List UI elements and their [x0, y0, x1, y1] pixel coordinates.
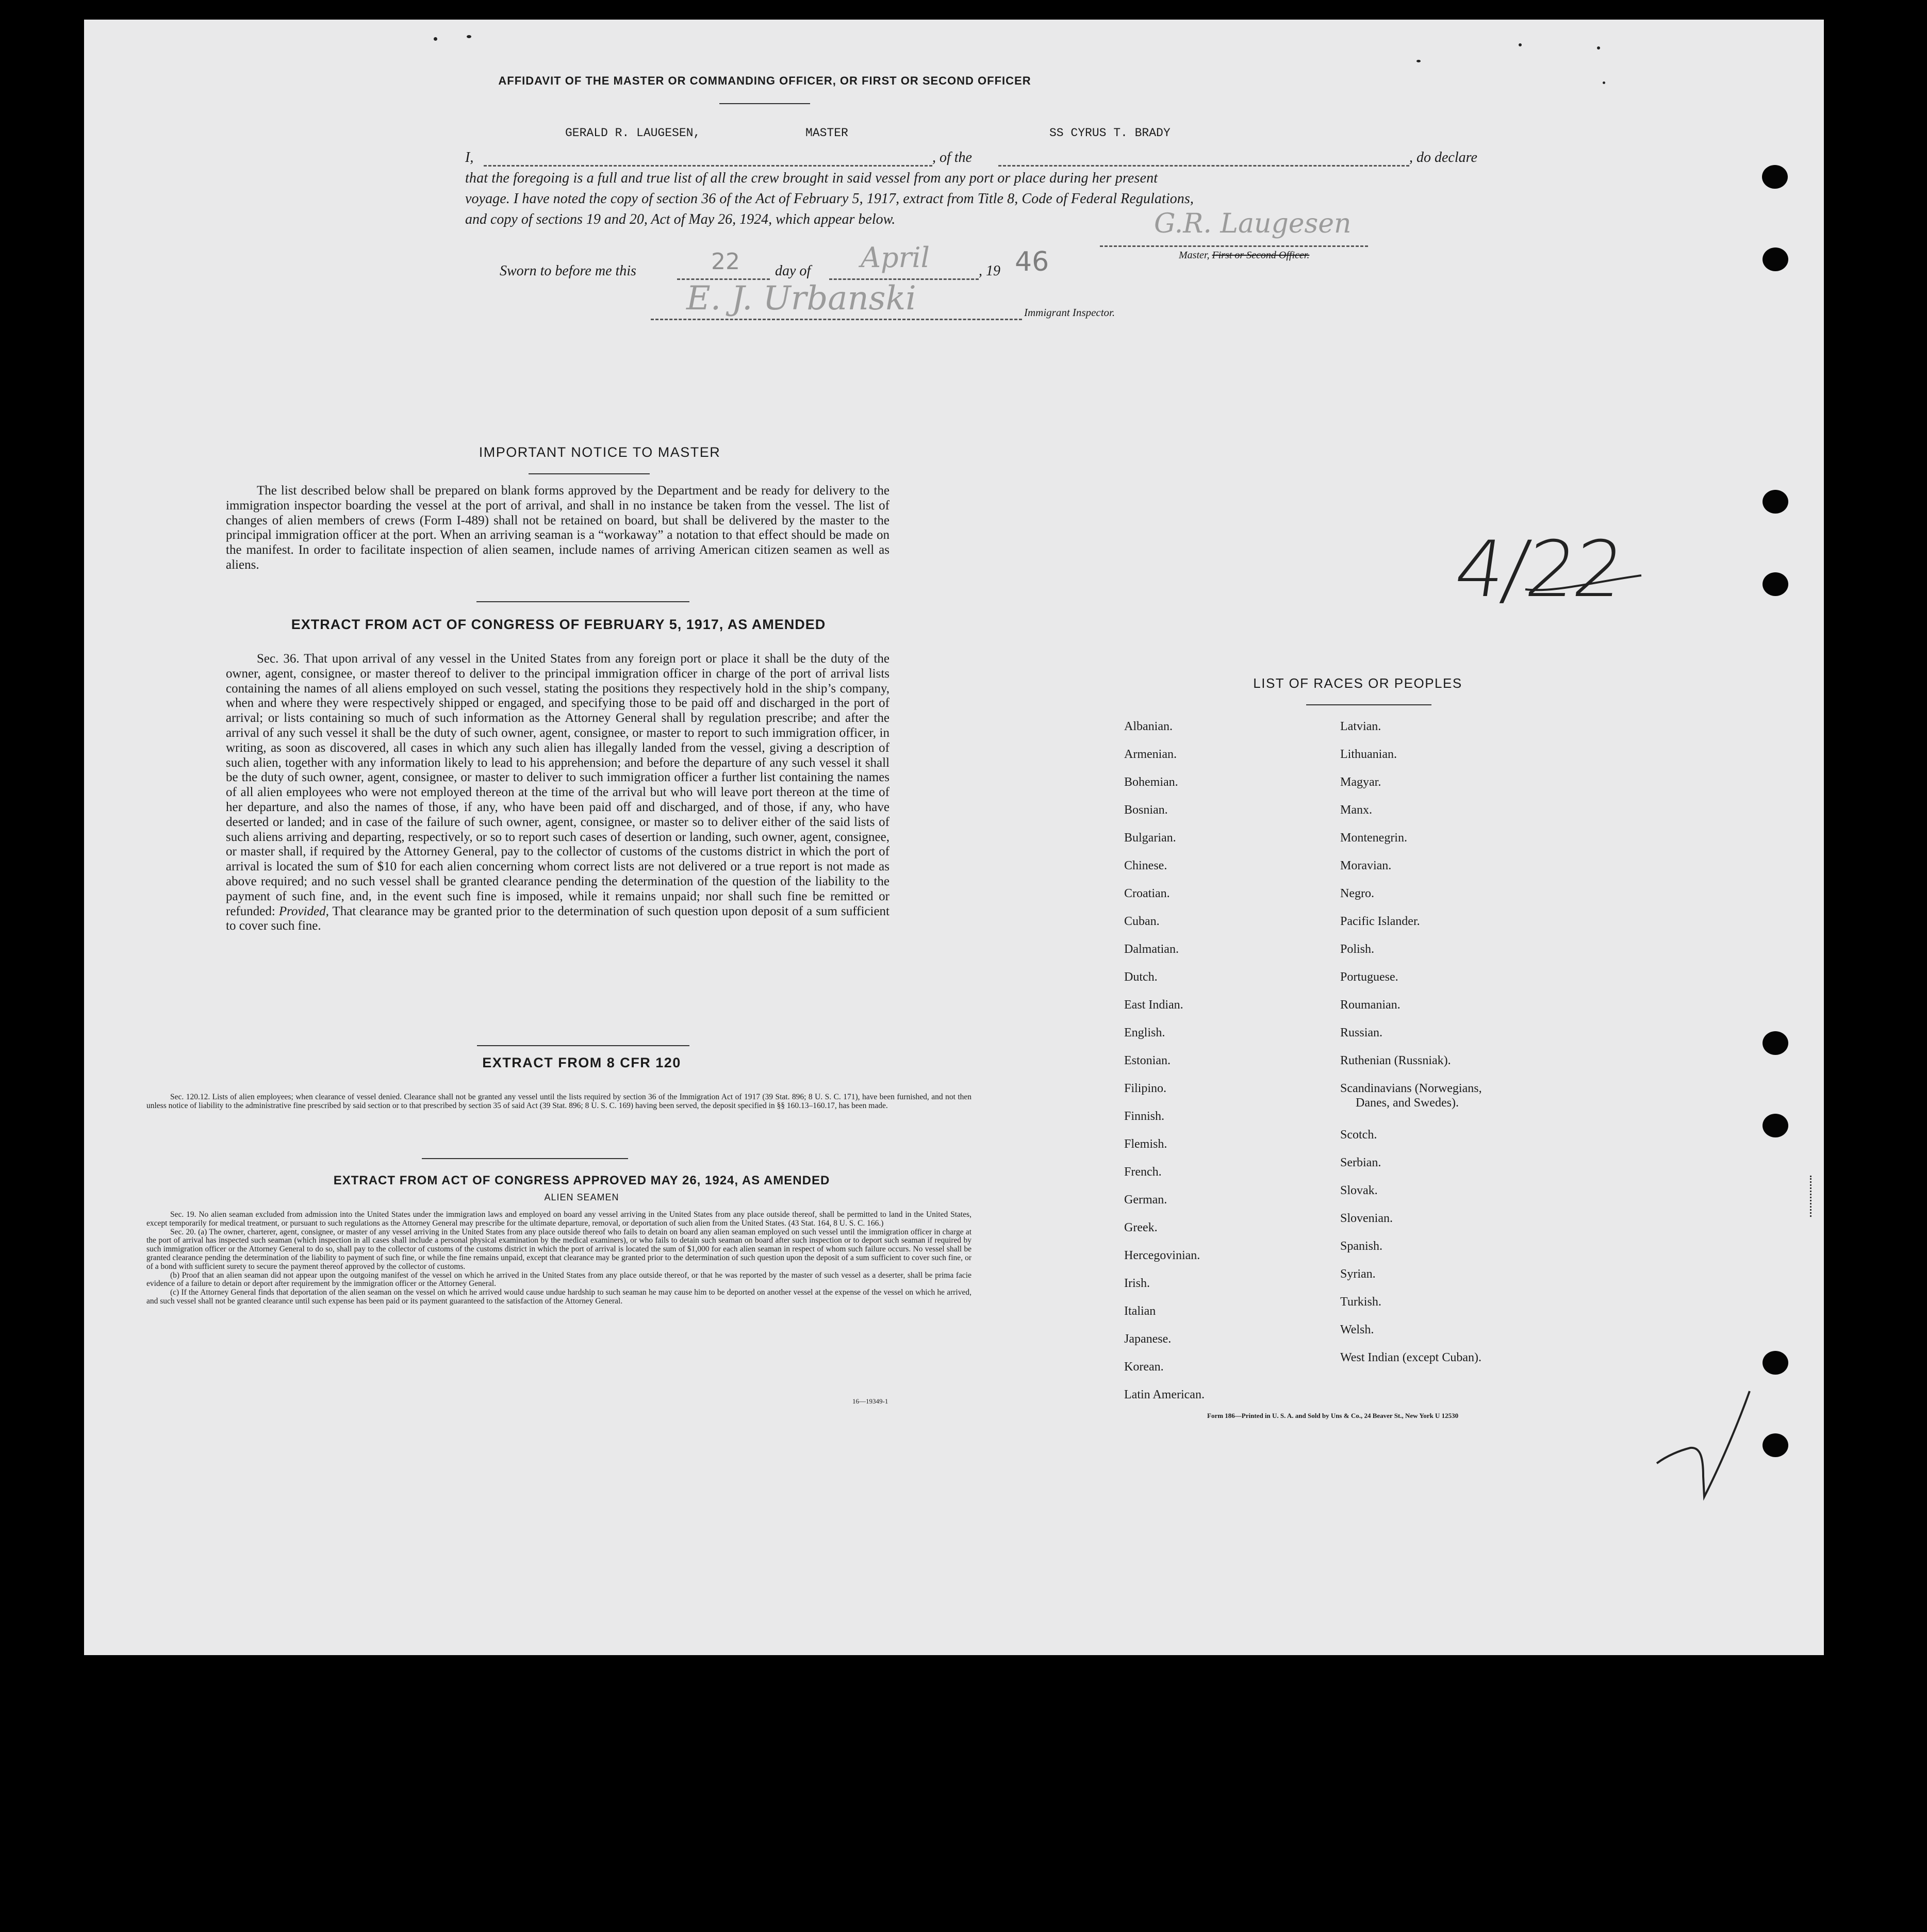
speck-mark: [1417, 60, 1421, 62]
race-item: Dalmatian.: [1124, 943, 1179, 956]
divider: [422, 1158, 628, 1159]
struck-caption: First or Second Officer.: [1212, 250, 1310, 261]
extract-1917-title: EXTRACT FROM ACT OF CONGRESS OF FEBRUARY 5, 1917, AS AMENDED: [291, 617, 826, 632]
race-item: Croatian.: [1124, 887, 1170, 900]
race-item: Latin American.: [1124, 1388, 1205, 1401]
officer-rank: MASTER: [805, 126, 848, 140]
sec20b-paragraph: (b) Proof that an alien seaman did not appear upon the outgoing manifest of the vessel on which he arrived in the United States from any place outside thereof, or that he was reported by the master of such vessel as a deserter, shall be prima facie evidence of a failure to detain or deport after requirement by the immigration officer or the Attorney General.: [146, 1270, 971, 1289]
race-item: Manx.: [1340, 803, 1372, 817]
race-item: Spanish.: [1340, 1240, 1383, 1253]
sec19-paragraph: Sec. 19. No alien seaman excluded from admission into the United States under the immigration laws and employed on board any vessel arriving in the United States from any place outside thereof, shall be permitted to land in the United States, except temporarily for medical treatment, or pursuant to such regulations as the Attorney General may prescribe for the ultimate departure, removal, or deportation of such alien from the United States. (43 Stat. 164, 8 U. S. C. 166.): [146, 1210, 971, 1228]
punch-hole-mark: [1763, 572, 1788, 596]
inspector-caption: Immigrant Inspector.: [1024, 306, 1115, 319]
sec20c-paragraph: (c) If the Attorney General finds that deportation of the alien seaman on the vessel on which he arrived would cause undue hardship to such seaman he may cause him to be deported on another vessel at the expense of the vessel on which he arrived, and such vessel shall not be granted clearance until such expense has been paid or its payment guaranteed to the satisfaction of the Attorney General.: [146, 1288, 971, 1306]
race-item: Scotch.: [1340, 1128, 1377, 1142]
race-item: Albanian.: [1124, 720, 1173, 733]
race-item: Chinese.: [1124, 859, 1167, 872]
race-item: East Indian.: [1124, 998, 1183, 1012]
cfr-paragraph: Sec. 120.12. Lists of alien employees; when clearance of vessel denied. Clearance shall not be granted any vessel until the lists required by section 36 of the Immigration Act of 1917 (39 Stat. 896; 8 U. S. C. 171), have been furnished, and not then unless notice of liability to the administrative fine prescribed by said section or to that prescribed by section 35 of said Act (39 Stat. 896; 8 U. S. C. 169) having been served, the deposit specified in §§ 160.13–160.17, has been made.: [146, 1093, 971, 1110]
punch-hole-mark: [1763, 247, 1788, 271]
race-item: Greek.: [1124, 1221, 1158, 1234]
race-item: Filipino.: [1124, 1082, 1167, 1095]
sworn-month: April: [861, 241, 930, 274]
race-item: Magyar.: [1340, 775, 1381, 789]
master-signature-line: [1100, 245, 1368, 247]
races-title: LIST OF RACES OR PEOPLES: [1253, 675, 1462, 691]
speck-mark: [434, 37, 437, 41]
extract-1924-subtitle: ALIEN SEAMEN: [544, 1192, 619, 1202]
race-item: Cuban.: [1124, 915, 1160, 928]
speck-mark: [1519, 43, 1522, 46]
pronoun-text: I,: [465, 150, 474, 166]
day-of-text: day of: [775, 263, 811, 279]
sec20a-paragraph: Sec. 20. (a) The owner, charterer, agent, consignee, or master of any vessel arriving in the United States from any place outside thereof who fails to detain on board any alien seaman employed on such vessel until the immigration officer in charge at the port of arrival has inspected such seaman (which inspection in all cases shall include a personal physical examination by the medical examiners), or who fails to detain such seaman on board after such inspection or to deport such seaman if required by such immigration officer or the Attorney General to do so, shall pay to the collector of customs of the customs district in which the port of arrival is located the sum of $1,000 for each alien seaman in respect of whom such failure occurs. No vessel shall be granted clearance pending the determination of the liability to payment of such fine, or while the fine remains unpaid, except that clearance may be granted prior to the determination of such question upon the deposit of a sum sufficient to cover such fine, or of a bond with sufficient surety to secure the payment thereof approved by the collector of customs.: [146, 1227, 971, 1271]
vessel-fill-line: [998, 165, 1409, 167]
race-item: West Indian (except Cuban).: [1340, 1351, 1481, 1364]
check-mark-icon: [1652, 1386, 1755, 1505]
provided-term: Provided,: [278, 904, 329, 918]
speck-mark: [1597, 46, 1600, 49]
divider: [477, 1045, 689, 1046]
punch-hole-mark: [1763, 490, 1788, 514]
divider: [1306, 704, 1431, 705]
declaration-line: and copy of sections 19 and 20, Act of May 26, 1924, which appear below.: [465, 211, 896, 227]
race-item: Welsh.: [1340, 1323, 1374, 1336]
extract-1924-body: [146, 1211, 971, 1306]
pen-stroke: [1523, 561, 1646, 597]
race-item: Hercegovinian.: [1124, 1249, 1200, 1262]
handwritten-date: 4/22: [1449, 525, 1628, 615]
speck-mark: [1603, 81, 1605, 84]
race-item: German.: [1124, 1193, 1167, 1207]
race-item: Serbian.: [1340, 1156, 1381, 1169]
punch-hole-mark: [1763, 1351, 1788, 1375]
inspector-signature: E. J. Urbanski: [686, 279, 916, 318]
document-page: [84, 20, 1824, 1655]
race-item: Irish.: [1124, 1277, 1150, 1290]
master-caption: Master,: [1179, 250, 1210, 261]
section-text: That clearance may be granted prior to the determination of such question upon deposit of a sum sufficient to cover such fine.: [226, 904, 890, 933]
vessel-name: SS CYRUS T. BRADY: [1049, 126, 1171, 140]
inspector-signature-line: [651, 319, 1022, 320]
footer-form: Form 186—Printed in U. S. A. and Sold by Uns & Co., 24 Beaver St., New York U 12530: [1207, 1412, 1459, 1419]
race-item: Italian: [1124, 1304, 1156, 1318]
race-item: English.: [1124, 1026, 1165, 1039]
divider: [529, 473, 650, 474]
race-item: Ruthenian (Russniak).: [1340, 1054, 1451, 1067]
of-the-text: , of the: [932, 150, 972, 166]
notice-title: IMPORTANT NOTICE TO MASTER: [479, 444, 721, 460]
race-item: Lithuanian.: [1340, 748, 1397, 761]
punch-hole-mark: [1763, 1031, 1788, 1055]
race-item: Estonian.: [1124, 1054, 1171, 1067]
race-item: Bulgarian.: [1124, 831, 1176, 845]
section-label: Sec. 36.: [257, 652, 300, 666]
race-item: Bosnian.: [1124, 803, 1168, 817]
notice-body: The list described below shall be prepared on blank forms approved by the Department and be ready for delivery to the immigration inspector boarding the vessel at the port of arrival, and shall in no instance be taken from the vessel. The list of changes of alien members of crews (Form I-489) shall not be retained on board, but shall be delivered by the master to the principal immigration officer at the port. When an arriving seaman is a “workaway” a notation to that effect should be made on the manifest. In order to facilitate inspection of alien seamen, include names of arriving American citizen seamen as well as aliens.: [226, 484, 890, 572]
race-item: Moravian.: [1340, 859, 1392, 872]
race-item: Turkish.: [1340, 1295, 1381, 1309]
declare-text: , do declare: [1409, 150, 1477, 166]
officer-name: GERALD R. LAUGESEN,: [565, 126, 701, 140]
extract-cfr-title: EXTRACT FROM 8 CFR 120: [482, 1055, 681, 1070]
race-item: Slovak.: [1340, 1184, 1378, 1197]
form-code: 16—19349-1: [852, 1397, 888, 1405]
race-item: Russian.: [1340, 1026, 1383, 1039]
extract-cfr-body: [146, 1093, 971, 1111]
race-item: French.: [1124, 1165, 1162, 1179]
punch-hole-mark: [1762, 165, 1788, 189]
race-item: Finnish.: [1124, 1110, 1165, 1123]
race-item: Slovenian.: [1340, 1212, 1393, 1225]
race-item: Japanese.: [1124, 1332, 1172, 1346]
master-signature: G.R. Laugesen: [1154, 208, 1352, 239]
year-suffix: 46: [1015, 246, 1049, 277]
race-item: Montenegrin.: [1340, 831, 1407, 845]
race-item: Latvian.: [1340, 720, 1381, 733]
margin-mark: [1810, 1176, 1813, 1217]
race-item: Armenian.: [1124, 748, 1177, 761]
name-fill-line: [484, 165, 932, 167]
year-prefix: , 19: [979, 263, 1000, 279]
extract-1917-body: [226, 652, 890, 934]
race-item: Roumanian.: [1340, 998, 1401, 1012]
race-item: Korean.: [1124, 1360, 1164, 1374]
sworn-text: Sworn to before me this: [500, 263, 636, 279]
race-item: Dutch.: [1124, 970, 1158, 984]
sworn-day: 22: [711, 249, 740, 275]
race-item: Bohemian.: [1124, 775, 1178, 789]
punch-hole-mark: [1763, 1114, 1788, 1137]
section-text: That upon arrival of any vessel in the United States from any foreign port or place it shall be the duty of the owner, agent, consignee, or master thereof to deliver to the principal immigration officer in charge of the port of arrival lists containing the names of all aliens employed on such vessel, stating the positions they respectively hold in the ship’s company, when and where they were respectively shipped or engaged, and specifying those to be paid off and discharged in the port of arrival; or lists containing so much of such information as the Attorney General shall by regulation prescribe; and after the arrival of any such vessel it shall be the duty of such owner, agent, consignee, or master to report to such immigration officer, in writing, as soon as discovered, all cases in which any such alien has illegally landed from the vessel, giving a description of such alien, together with any information likely to lead to his apprehension; and before the departure of any such vessel it shall be the duty of such owner, agent, consignee, or master to deliver to such immigration officer a further list containing the names of all alien employees who were not employed thereon at the time of the arrival but who will leave port thereon at the time of her departure, and also the names of those, if any, who have been paid off and discharged, and of those, if any, who have deserted or landed; and in case of the failure of such owner, agent, consignee, or master so to deliver either of the said lists of such aliens arriving and departing, respectively, or so to report such cases of desertion or landing, such owner, agent, consignee, or master shall, if required by the Attorney General, pay to the collector of customs of the customs district in which the port of arrival is located the sum of $10 for each alien concerning whom correct lists are not delivered or a true report is not made as above required; and no such vessel shall be granted clearance pending the determination of the question of the liability to the payment of such fine, and, in the event such fine is imposed, while it remains unpaid; nor shall such fine be remitted or refunded:: [226, 652, 890, 918]
extract-1924-title: EXTRACT FROM ACT OF CONGRESS APPROVED MAY 26, 1924, AS AMENDED: [333, 1174, 830, 1187]
punch-hole-mark: [1763, 1433, 1788, 1457]
race-item: Pacific Islander.: [1340, 915, 1420, 928]
race-item: Scandinavians (Norwegians,: [1340, 1082, 1482, 1095]
race-item: Polish.: [1340, 943, 1375, 956]
race-item: Syrian.: [1340, 1267, 1376, 1281]
race-item: Portuguese.: [1340, 970, 1398, 984]
declaration-line: voyage. I have noted the copy of section 36 of the Act of February 5, 1917, extract from Title 8, Code of Federal Regulations,: [465, 191, 1194, 207]
signature-caption: [1179, 250, 1309, 261]
divider: [719, 103, 810, 104]
race-item-continued: Danes, and Swedes).: [1356, 1096, 1459, 1110]
speck-mark: [467, 35, 471, 38]
race-item: Flemish.: [1124, 1137, 1167, 1151]
declaration-line: that the foregoing is a full and true list of all the crew brought in said vessel from any port or place during her present: [465, 170, 1158, 186]
affidavit-title: AFFIDAVIT OF THE MASTER OR COMMANDING OFFICER, OR FIRST OR SECOND OFFICER: [498, 74, 1031, 87]
divider: [476, 601, 689, 602]
race-item: Negro.: [1340, 887, 1374, 900]
